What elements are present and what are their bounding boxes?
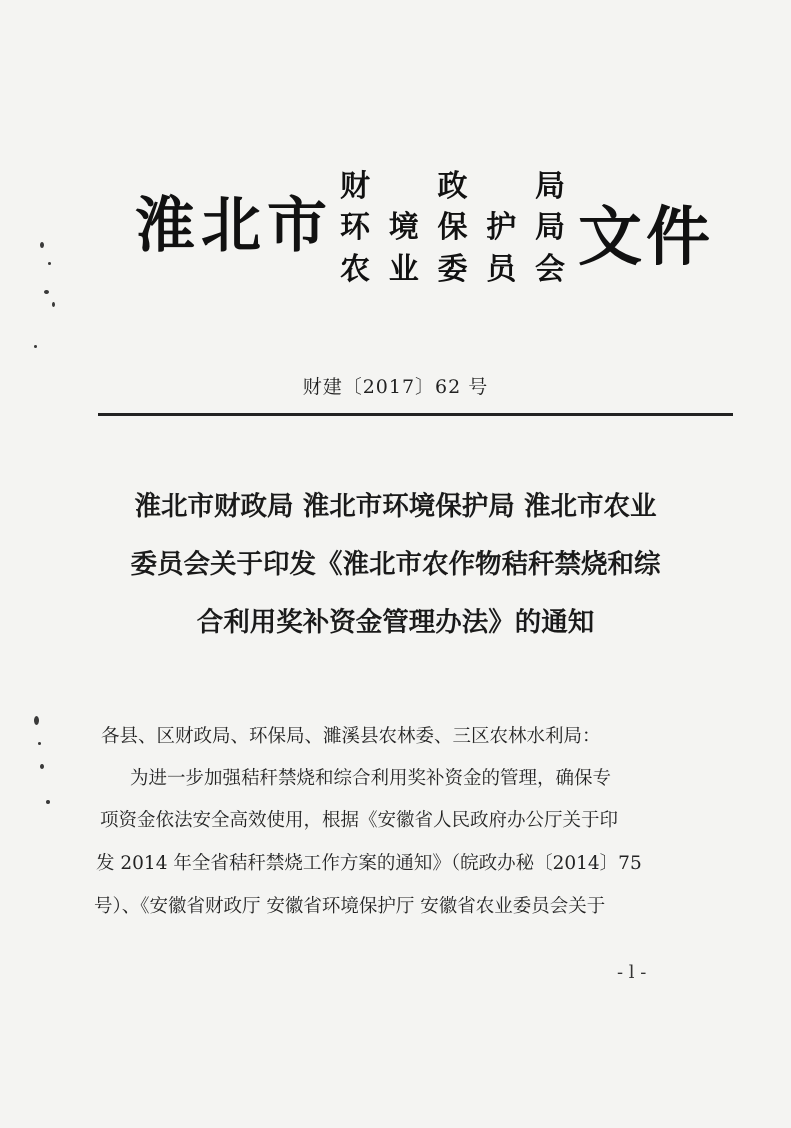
scan-speck [46, 800, 50, 804]
scan-speck [44, 290, 49, 294]
masthead-org-environment: 环境保护局 [340, 210, 565, 245]
scan-speck [40, 764, 44, 769]
scan-speck [48, 262, 51, 265]
scan-speck [34, 716, 39, 725]
scan-speck [52, 302, 55, 307]
page-number: - l - [617, 962, 647, 983]
scan-speck [34, 345, 37, 348]
document-number: 财建〔2017〕62 号 [302, 376, 489, 398]
masthead-city: 淮北市 [135, 191, 333, 261]
body-line: 为进一步加强秸秆禁烧和综合利用奖补资金的管理，确保专 [130, 768, 612, 789]
scan-speck [38, 742, 41, 745]
scan-speck [40, 242, 44, 248]
masthead-org-finance: 财政局 [340, 169, 565, 204]
body-line: 发 2014 年全省秸秆禁烧工作方案的通知》（皖政办秘〔2014〕75 [96, 853, 642, 874]
title-line: 合利用奖补资金管理办法》的通知 [196, 607, 595, 638]
document-title [60, 478, 731, 652]
title-line: 淮北市财政局 淮北市环境保护局 淮北市农业 [134, 491, 657, 522]
body-line: 号）、《安徽省财政厅 安徽省环境保护厅 安徽省农业委员会关于 [94, 896, 606, 917]
addressee-line: 各县、区财政局、环保局、濉溪县农林委、三区农林水利局： [101, 726, 601, 747]
title-line: 委员会关于印发《淮北市农作物秸秆禁烧和综 [130, 549, 661, 580]
masthead-document-word: 文件 [578, 201, 714, 275]
body-line: 项资金依法安全高效使用，根据《安徽省人民政府办公厅关于印 [100, 810, 619, 831]
header-divider [98, 413, 733, 416]
masthead-org-agriculture: 农业委员会 [340, 252, 565, 287]
